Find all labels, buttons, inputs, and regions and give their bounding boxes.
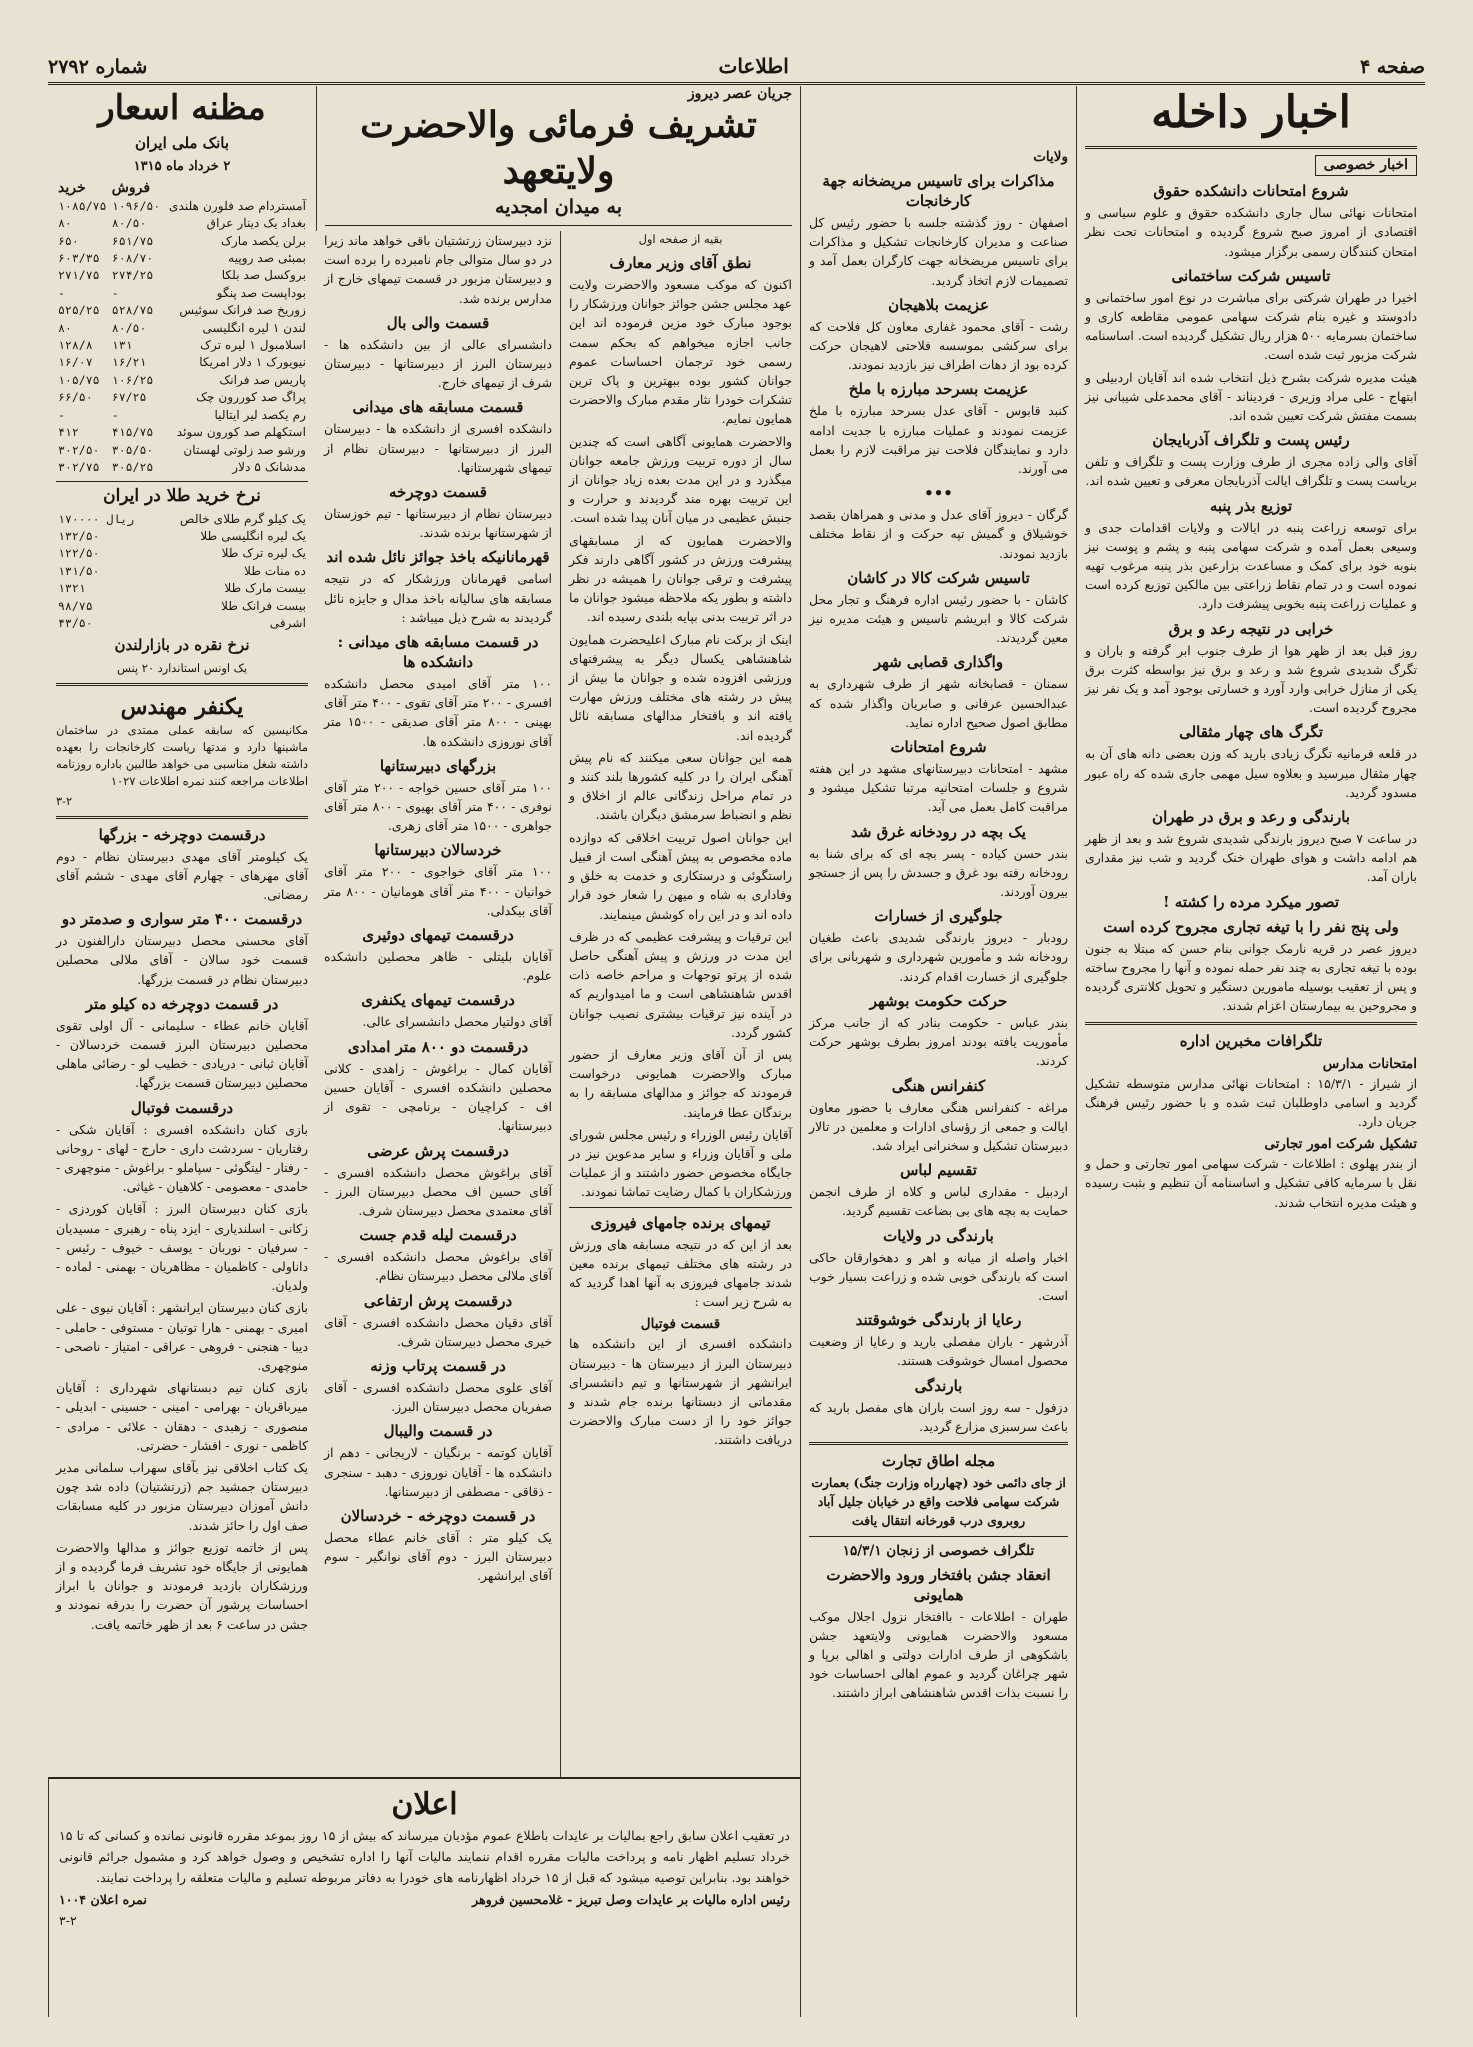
gold-price-table [56,511,308,633]
divider [809,1536,1068,1537]
item-body: آقای محسنی محصل دبیرستان دارالفنون در قسمت خود سالان - آقای ملالی محصلین دبیرستان نظام در قسمت بزرگها. [56,933,308,987]
item-body: از بندر پهلوی : اطلاعات - شرکت سهامی امور تجارتی و حمل و نقل با سرمایه کافی تشکیل و اساسنامه آن تنظیم و بثبت رسیده و هیئت مدیره انتخاب شدند. [1085,1156,1417,1210]
provinces-column [800,86,1076,2017]
item-heading: ••• [924,484,953,503]
item-heading: بزرگهای دبیرستانها [379,756,497,775]
results-list [324,313,552,1586]
silver-line: یک اونس استاندارد ۲۰ پنس [116,660,248,675]
bank-name: بانک ملی ایران [134,134,230,152]
item-body: کنبد قابوس - آقای عدل بسرحد مبارزه با ملخ عزیمت نمودند و عملیات مبارزه با جدیت ادامه دارد و نمایندگان فلاحت نیز مراقبت لازم را بعمل می آورند. [809,403,1068,477]
buy-price: ۶۶/۵۰ [58,390,93,405]
notice-signature: رئیس اداره مالیات بر عایدات وصل تبریز - غلامحسین فروهر [472,1892,790,1907]
item-heading: درقسمت لیله قدم جست [359,1226,517,1245]
commerce-body: از جای دائمی خود (چهارراه وزارت جنگ) بعمارت شرکت سهامی فلاحت واقع در خیابان جلیل آباد روبروی درب قورخانه انتقال یافت [811,1474,1066,1529]
notice-code: نمره اعلان ۱۰۰۴ [59,1892,147,1907]
buy-price: ۳۰۲/۷۵ [58,459,100,474]
provinces-label: ولایات [1033,149,1068,165]
sell-price: ۸۰/۵۰ [111,320,147,335]
item-body: بازی کنان دانشکده افسری : آقایان شکی - رفتاریان - سردشت داری - حارج - لهای - روحانی - رفتار - لیتگوئی - سپاملو - براغوش - منوچهری - حامدی - معصومی - کلاهیان - غیاثی. [56,1121,308,1195]
item-heading: شروع امتحانات [890,738,987,757]
item-heading: بارندگی [914,1376,963,1395]
item-body: بندر حسن کیاده - پسر بچه ای که برای شنا به رودخانه رفته بود غرق و جسدش را پس از جستجو بیرون آوردند. [809,845,1068,900]
item-body: اخیرا در طهران شرکتی برای مباشرت در نوع امور ساختمانی و دادوستد و غیره بنام شرکت سهامی عمومی مقاطعه کاری و ساختمان بسرمایه ۵۰۰ هزار ریال تشکیل گردیده است. اساسنامه شرکت مزبور ثبت شده است. [1085,289,1417,363]
item-heading: درقسمت تیمهای یکنفری [361,991,515,1010]
item-body: آقای دقیان محصل دانشکده افسری - آقای خیری محصل دبیرستان شرف. [324,1314,552,1349]
item-body: رودبار - دیروز بارندگی شدیدی باعث طغیان رودخانه شد و مأمورین شهرداری و شهربانی برای جلوگیری از خسارت اقدام کردند. [809,930,1068,984]
item-heading: تاسیس شرکت کالا در کاشان [847,568,1030,587]
item-heading: حرکت حکومت بوشهر [869,991,1008,1010]
item-body: آقایان بلیتلی - ظاهر محصلین دانشکده علوم. [324,949,552,984]
item-body: بندر عباس - حکومت بنادر که از جانب مرکز مأموریت یافته بودند امروز بطرف بوشهر حرکت کردند. [809,1014,1068,1069]
table-row [56,354,308,371]
columns [48,86,1425,2017]
item-heading: عزیمت بلاهیجان [888,295,989,314]
sell-price: ۵۲۸/۷۵ [111,303,154,318]
item-body: اخبار واصله از میانه و اهر و دهخوارقان حاکی است که بارندگی خوبی شده و زراعت بسیار خوب است. [809,1249,1068,1303]
item-body: یک کیلو متر : آقای خانم عطاء محصل دبیرستان البرز - دوم آقای نوانگیر - سوم آقای ایرانشهر. [324,1529,552,1584]
ad-body: مکانیسین که سابقه عملی ممتدی در ساختمان ماشینها دارد و مدتها ریاست کارخانجات را بعهده داشته شغل مناسبی می خواهد طالبین باداره روزنامه اطلاعات مراجعه کنند نمره اطلاعات ۱۰۲۷ [56,722,308,788]
football-body: دانشکده افسری از این دانشکده ها دبیرستان البرز از دبیرستان ها - دبیرستان ایرانشهر از شهرستانها و تیم دانشسرای مقدماتی از دبستانها برنده جام شدند و جوائز خود را از دست مبارک والاحضرت دریافت داشتند. [569,1336,792,1448]
item-heading: خردسالان دبیرستانها [374,841,502,860]
item-body: آقای والی زاده مجری از طرف وزارت پست و تلگراف و تلفن بریاست پست و تلگراف ایالت آذربایجان معرفی و تعیین شده اند. [1085,454,1417,489]
silver-title: نرخ نقره در بازارلندن [114,636,250,655]
story-subhead: به میدان امجدیه [495,196,622,218]
table-row [56,302,308,319]
item-body: در قلعه فرمانیه تگرگ زیادی بارید که وزن بعضی دانه های آن به چهار مثقال میرسید و بعلاوه سیل مهمی جاری شده که راه عبور مسدود گردید. [1085,746,1417,800]
table-row [56,337,308,354]
divider [325,225,792,226]
more-results-list [56,825,308,1634]
item-heading: توزیع بذر پنبه [1209,496,1293,515]
currency-name: لندن ۱ لیره انگلیسی [202,320,306,335]
sell-price: ۶۷/۲۵ [111,390,147,405]
story-paragraph: پس از آن آقای وزیر معارف از حضور مبارک والاحضرت همایونی درخواست فرمودند که جوائز و مدالهای مسابقه را به برندگان عطا فرمایند. [569,1046,792,1120]
buy-price: - [58,407,65,422]
main-story-area [316,86,800,2017]
item-heading: در قسمت دوچرخه ده کیلو متر [85,994,279,1013]
issue-number: شماره ۲۷۹۲ [48,56,148,78]
item-heading: درقسمت پرش ارتفاعی [363,1291,513,1310]
ad-code: ۳-۲ [56,793,73,808]
gold-item-price: ۱۳۱/۵۰ [58,563,100,578]
story-paragraph: اینک از برکت نام مبارک اعلیحضرت همایون شاهنشاهی یکسال دیگر به پیشرفتهای ورزشی افزوده شده و جوانان ما بیش از پیش در رشته های مختلف ورزش مهارت یافته اند و بافتخار مدالهای مسابقه نائل گردیده اند. [569,631,792,743]
item-body: ۱۰۰ متر آقای امیدی محصل دانشکده افسری - ۲۰۰ متر آقای تقوی - ۴۰۰ متر آقای بهینی - ۸۰۰ متر آقای صدیقی - ۱۵۰۰ متر آقای نوروزی دانشکده ها. [324,676,553,749]
zanjan-headline: انعقاد جشن بافتخار ورود والاحضرت همایونی [826,1565,1051,1604]
table-row [56,545,308,562]
province-news-list [809,171,1068,1436]
item-body: مراغه - کنفرانس هنگی معارف با حضور معاون ایالت و جمعی از رؤسای ادارات و معلمین در تالار دبیرستان تشکیل و سخنرانی ایراد شد. [809,1099,1068,1153]
table-row [56,320,308,337]
currency-name: پاریس صد فرانک [219,372,306,387]
currency-name: اسلامبول ۱ لیره ترک [200,338,306,353]
story-paragraph: آقایان رئیس الوزراء و رئیس مجلس شورای ملی و آقایان وزراء و سایر مدعوین نیز در جایگاه مخصوص حضور داشتند و از عملیات ورزشکاران با کمال رضایت تماشا نمودند. [569,1126,792,1200]
commerce-heading: مجله اطاق تجارت [881,1451,996,1470]
gold-title: نرخ خرید طلا در ایران [103,486,261,507]
paper-name: اطلاعات [718,54,789,78]
table-row [56,459,308,476]
results-intro: نزد دبیرستان زرتشتیان باقی خواهد ماند زیرا در دو سال متوالی جام نامبرده را برده است و دبیرستان مزبور در قسمت تیمهای خارج از مدارس برنده شد. [324,233,552,306]
item-heading: تاسیس شرکت ساختمانی [1171,266,1331,285]
divider [809,1442,1068,1445]
prices-title: مظنه اسعار [98,88,266,128]
item-heading: تشکیل شرکت امور تجارتی [1264,1136,1417,1153]
item-body: دیروز عصر در قریه نارمک جوانی بنام حسن که مبتلا به جنون بوده با تیغه تجاری به چند نفر حمله نموده و آنها را مجروح ساخته و پس از تعقیب بوسیله مامورین دستگیر و تحویل کلانتری گردیده و مجروحین به بیمارستان اعزام شدند. [1085,940,1417,1014]
item-heading: درقسمت دو ۸۰۰ متر امدادی [347,1037,529,1056]
sell-price: ۳۰۵/۵۰ [111,442,154,457]
currency-name: بغداد یک دینار عراق [206,216,306,231]
item-body: یک کیلومتر آقای مهدی دبیرستان نظام - دوم آقای مهرهای - چهارم آقای مهدی - ششم آقای رمضانی. [56,848,308,902]
item-heading: مذاکرات برای تاسیس مریضخانه جهة کارخانجات [822,172,1055,210]
gold-item-name: ده منات طلا [244,563,306,578]
prices-column [48,86,316,2017]
gold-item-name: اشرفی [269,615,306,630]
item-body: دانشسرای عالی از بین دانشکده ها - دبیرستان البرز از دبیرستانها - دبیرستان شرف از تیمهای خارج. [324,336,552,391]
item-body: هیئت مدیره شرکت بشرح ذیل انتخاب شده اند آقایان اردبیلی و ابتهاج - علی مراد وزیری - فردیناند - آقای محمدعلی شیبانی نیز بسمت مفتش شرکت تعیین شده اند. [1085,369,1417,424]
currency-name: رم یکصد لیر ایتالیا [214,407,306,422]
sell-price: ۱۳۱ [111,338,133,353]
sell-price: ۳۰۵/۲۵ [111,459,154,474]
table-row [56,424,308,441]
item-heading: رعایا از بارندگی خوشوقتند [855,1311,1022,1330]
table-row [56,267,308,284]
special-news-label: اخبار خصوصی [1315,155,1417,176]
currency-name: مدشانک ۵ دلار [232,459,306,474]
item-body: امتحانات نهائی سال جاری دانشکده حقوق و علوم سیاسی و اقتصادی از امروز صبح شروع گردیده و امتحانات تحت نظر امتحان کنندگان رسمی برگزار میشود. [1085,205,1417,259]
item-body: روز قبل بعد از ظهر هوا از طرف جنوب ابر گرفته و باران و تگرگ شدیدی شروع شد و رعد و برق نیز بواسطه کثرت برق یکی از منازل خرابی وارد آورد و خسارتی بوجود آمد و یک نفر نیز مجروح گردیده است. [1085,642,1417,716]
column-header-buy: خرید [58,180,86,197]
item-body: دزفول - سه روز است باران های مفصل بارید که باعث سرسبزی مزارع گردید. [809,1399,1068,1434]
buy-price: ۸۰ [58,216,72,231]
notice-title: اعلان [391,1787,458,1822]
gold-item-price: ۱۷۰۰۰۰ ریال [58,511,135,526]
gold-item-price: ۱۳۲/۵۰ [58,528,100,543]
item-body: آقای دولتیار محصل دانشسرای عالی. [362,1014,552,1030]
table-row [56,250,308,267]
item-heading: تقسیم لباس [900,1161,977,1180]
divider [56,816,308,819]
football-heading: قسمت فوتبال [640,1316,721,1333]
item-heading: شروع امتحانات دانشکده حقوق [1153,182,1349,201]
item-heading: در قسمت دوچرخه - خردسالان [340,1506,536,1525]
gold-item-name: بیست فرانک طلا [221,598,306,613]
buy-price: ۶۰۳/۳۵ [58,251,100,266]
story-paragraph: والاحضرت همایون که از مسابقهای پیشرفت ورزش در کشور آگاهی دارند فکر پیشرفت و ترقی جوانان را همیشه در نظر داشته و بطور یکه ملاحظه میشود جوانان ما در اثر تربیت بدنی بپایه بلندی رسیده اند. [569,532,792,625]
continued-note: بقیه از صفحه اول [638,232,723,246]
item-body: اصفهان - روز گذشته جلسه با حضور رئیس کل صناعت و مدیران کارخانجات تشکیل و مذاکرات برای تاسیس مریضخانه جهت کارگران بعمل آمد و تصمیمات لازم اتخاذ گردید. [809,215,1068,288]
buy-price: ۲۷۱/۷۵ [58,268,100,283]
table-row [56,233,308,250]
main-story-header [316,86,800,231]
item-heading: عزیمت بسرحد مبارزه با ملخ [848,380,1029,399]
buy-price: ۶۵۰ [58,233,79,248]
sell-price: ۶۰۸/۷۰ [111,251,154,266]
item-body: دبیرستان نظام از دبیرستانها - تیم خوزستان از شهرستانها برنده شدند. [324,506,552,541]
table-row [56,407,308,424]
item-heading: قسمت دوچرخه [389,483,487,502]
main-story-column [560,231,800,2017]
item-body: آقایان خانم عطاء - سلیمانی - آل اولی تقوی محصلین دبیرستان البرز قسمت خردسالان - آقایان ثبانی - دریادی - خطیب لو - رضائی ماهلی محصلین دبیرستان قسمت بزرگها. [56,1017,308,1091]
table-row [56,198,308,215]
prices-date: ۲ خرداد ماه ۱۳۱۵ [133,159,231,175]
sell-price: ۶۵۱/۷۵ [111,233,154,248]
item-heading: بارندگی و رعد و برق در طهران [1152,808,1350,827]
gold-item-price: ۹۸/۷۵ [58,598,93,613]
zanjan-telegram-label: تلگراف خصوصی از زنجان ۱۵/۳/۱ [842,1542,1035,1559]
item-heading: درقسمت فوتبال [130,1098,234,1117]
buy-price: ۱۰۸۵/۷۵ [58,198,107,213]
item-body: دانشکده افسری از دانشکده ها - دبیرستان البرز از دبیرستانها - دبیرستان نظام از تیمهای شهرستانها. [324,421,552,475]
gold-item-price: ۱۳۲۱ [58,581,86,596]
currency-name: زوریخ صد فرانک سوئیس [179,303,306,318]
item-body: آذرشهر - باران مفصلی بارید و رعایا از وضعیت محصول امسال خوشوقت هستند. [809,1334,1068,1369]
item-body: اردبیل - مقداری لباس و کلاه از طرف انجمن حمایت به بچه های بی بضاعت تقسیم گردید. [809,1184,1068,1219]
item-body: برای توسعه زراعت پنبه در ایالات و ولایات اقدامات جدی و وسیعی بعمل آمده و شرکت سهامی پنبه و پشم و پوست نیز بنوبه خود برای کمک و مساعدت بزارعین بذر پنبه مرغوب تهیه نموده است و در تمام نقاط زراعتی بین مالکین توزیع کرده است و عملیات زراعت پنبه بخوبی پیشرفت دارد. [1085,519,1417,612]
zanjan-body: طهران - اطلاعات - باافتخار نزول اجلال موکب مسعود والاحضرت همایونی ولایتعهد جشن باشکوهی از طرف ادارات دولتی و اهالی برپا و شهر چراغان گردید و عموم اهالی احساسات خود را نسبت بذات اقدس شاهنشاهی ابراز داشتند. [809,1608,1068,1701]
table-row [56,511,308,528]
currency-name: بمبئی صد روپیه [228,251,306,266]
story-paragraph: همه این جوانان سعی میکنند که نام پیش آهنگی ایران را در کلیه کشورها بلند کنند و در تمام مراحل زندگانی عالم از اخلاق و نظم و انضباط سرمشق دیگران باشند. [569,749,792,823]
item-heading: واگذاری قصابی شهر [873,653,1004,672]
item-body: مشهد - امتحانات دبیرستانهای مشهد در این هفته شروع و جلسات امتحانیه مرتبا تشکیل میشود و مراقبت کامل بعمل می آید. [809,761,1068,815]
item-heading: درقسمت پرش عرضی [367,1141,509,1160]
gold-item-name: یک لیره ترک طلا [221,546,306,561]
table-row [56,215,308,232]
currency-name: بوداپست صد پنگو [216,285,306,300]
domestic-news-column [1076,86,1425,2017]
table-row [56,598,308,615]
item-heading: درقسمت تیمهای دوئیری [362,926,514,945]
sell-price: ۱۰۶/۲۵ [111,372,154,387]
item-body: آقای براغوش محصل دانشکده افسری - آقای حسین اف محصل دبیرستان البرز - آقای معتمدی محصل دبیرستان شرف. [324,1164,552,1218]
item-heading: در قسمت مسابقه های میدانی : دانشکده ها [337,633,539,672]
buy-price: ۱۲۸/۸ [58,338,93,353]
item-heading: یک بچه در رودخانه غرق شد [851,822,1026,841]
sell-price: ۴۱۵/۷۵ [111,425,154,440]
story-kicker: جریان عصر دیروز [687,86,792,102]
table-row [56,580,308,597]
item-body: بازی کنان دبیرستان ایرانشهر : آقایان نیوی - علی امیری - بهمنی - هارا توتیان - مستوفی - حاملی - دیبا - هنجنی - فروهی - عراقی - امتیاز - ناصحی - منوچهری. [56,1300,308,1374]
item-heading: کنفرانس هنگی [891,1076,986,1095]
item-body: ۱۰۰ متر آقای حسین خواجه - ۲۰۰ متر آقای نوفری - ۴۰۰ متر آقای بهیوی - ۸۰۰ متر آقای جواهری - ۱۵۰۰ متر آقای زهری. [324,779,552,834]
item-heading: قسمت مسابقه های میدانی [352,398,524,417]
item-body: از شیراز - ۱۵/۳/۱ : امتحانات نهائی مدارس متوسطه تشکیل گردید و اسامی داوطلبان ثبت شده و با حضور رئیس فرهنگ جریان دارد. [1085,1075,1418,1129]
divider [56,481,308,482]
item-heading: رئیس پست و تلگراف آذربایجان [1152,431,1350,450]
item-heading: امتحانات مدارس [1322,1055,1417,1072]
table-row [56,372,308,389]
telegram-list [1085,1055,1417,1212]
divider [1085,1022,1417,1025]
column-header-name [164,180,308,197]
buy-price: ۱۰۵/۷۵ [58,372,100,387]
item-body: آقایان کمال - براغوش - زاهدی - کلانی محصلین دانشکده افسری - آقایان حسین اف - کراچیان - برنامچی - تقوی از دبیرستانها. [324,1060,552,1134]
item-heading: قسمت والی بال [386,313,490,332]
buy-price: - [58,285,65,300]
speech-heading: نطق آقای وزیر معارف [609,254,752,272]
story-paragraph: والاحضرت همایونی آگاهی است که چندین سال از دوره تربیت ورزش جامعه جوانان میگذرد و در این مدت بعده زیاد جوانان از این تربیت بهره مند گردیدند و حرارت و جنبش عظیمی در میان آنان پیدا شده است. [569,433,792,526]
sell-price: ۱۰۹۶/۵۰ [111,198,161,213]
item-heading: جلوگیری از خسارات [874,907,1003,926]
divider [569,1207,792,1208]
buy-price: ۸۰ [58,320,72,335]
divider [56,683,308,686]
item-body: اسامی قهرمانان ورزشکار که در نتیجه مسابقه های سالیانه باخذ مدال و جایزه نائل گردیدند به شرح ذیل میباشد : [324,571,552,625]
item-heading: خرابی در نتیجه رعد و برق [1168,619,1334,638]
item-body: یک کتاب اخلاقی نیز بآقای سهراب سلمانی مدیر دبیرستان جمشید جم (زرتشتیان) داده شد چون دانش آموزان دبیرستان مزبور در کلیه مسابقات صف اول را حائز شدند. [56,1460,308,1533]
winners-body: بعد از این که در نتیجه مسابقه های ورزش در رشته های مختلف تیمهای برنده معین شدند جامهای فیروزی به آنها اهدا گردید که به شرح زیر است : [569,1236,792,1310]
item-heading: تگرگ های چهار مثقالی [1179,723,1323,742]
story-paragraph: اکنون که موکب مسعود والاحضرت ولایت عهد مجلس جشن جوائز جوانان ورزشکار را بوجود مبارک خود مزین فرموده اند این جانب اجازه میخواهم که بحکم سمت رسمی خود ترجمان احساسات عموم جوانان کشور بوده ببهترین و پاک ترین تشکرات خودرا نثار مقدم مبارک والاحضرت همایون نمایم. [569,277,792,427]
notice-body: در تعقیب اعلان سابق راجع بمالیات بر عایدات باطلاع عموم مؤدیان میرساند که بیش از ۱۵ روز بموعد مقرره قانونی نمانده و کسانی که تا ۱۵ خرداد تسلیم اظهار نامه و پرداخت مالیات مقرره اقدام ننمایند مالیات آنها را اداره تشخیص و وصول خواهد کرد و مشمول جرائم قانونی خواهند بود. بنابراین توصیه میشود که قبل از ۱۵ خرداد اظهارنامه های خودرا به دفاتر مربوطه تسلیم و مالیات متعلقه را پرداخت نمایند. [59,1828,790,1885]
item-body: بازی کنان تیم دبستانهای شهرداری : آقایان میرباقریان - بهرامی - امینی - حسینی - ابدیلی - منصوری - زهبدی - دهقان - علائی - مرادی - کاظمی - نوری - افشار - حضرتی. [56,1380,308,1453]
sell-price: ۸۰/۵۰ [111,216,147,231]
ad-title: یکنفر مهندس [120,693,244,720]
domestic-news-title: اخبار داخله [1151,87,1351,138]
divider [1085,146,1417,149]
item-body: آقای علوی محصل دانشکده افسری - آقای صفریان محصل دبیرستان البرز. [324,1379,552,1415]
item-body: بازی کنان دبیرستان البرز : آقایان کوردزی - زکانی - اسلندیاری - ایزد پناه - رهبری - مسیدیان - سرفیان - نوربان - یوسف - خیوف - رئیس - داناولی - کاظمیان - مظاهریان - بهمنی - لماده - ولدیان. [56,1201,308,1294]
gold-item-name: یک کیلو گرم طلای خالص [179,511,306,526]
gold-item-price: ۴۳/۵۰ [58,615,93,630]
item-body: در ساعت ۷ صبح دیروز بارندگی شدیدی شروع شد و بعد از ظهر هم ادامه داشت و هوای طهران خنک گردید و شب نیز مقداری باران آمد. [1085,831,1417,885]
currency-name: آمستردام صد فلورن هلندی [169,198,306,213]
item-heading: ولی پنج نفر را با تیغه تجاری مجروح کرده است [1103,917,1399,936]
table-row [56,615,308,632]
item-heading: در قسمت پرتاب وزنه [370,1356,506,1375]
item-body: آقای براغوش محصل دانشکده افسری - آقای ملالی محصل دبیرستان نظام. [324,1249,552,1284]
item-body: آقایان کوتمه - برنگیان - لاریجانی - دهم از دانشکده ها - آقایان نوروزی - دهبد - سنجری - ذقاقی - مصطفی از دبیرستانها. [324,1445,552,1499]
buy-price: ۱۶/۰۷ [58,355,93,370]
table-row [56,563,308,580]
sell-price: - [111,407,119,422]
buy-price: ۴۱۲ [58,425,79,440]
sell-price: - [111,285,119,300]
currency-name: پراگ صد کوررون چک [196,390,306,405]
results-column [316,231,560,2017]
story-headline: تشریف فرمائی والاحضرت ولایتعهد [360,104,757,192]
item-body: ۱۰۰ متر آقای خواجوی - ۲۰۰ متر آقای خوانیان - ۴۰۰ متر آقای هومانیان - ۸۰۰ متر آقای بیکدلی. [324,864,553,918]
item-heading: تصور میکرد مرده را کشته ! [1162,892,1340,911]
sell-price: ۲۷۴/۲۵ [111,268,154,283]
sell-price: ۱۶/۲۱ [111,355,147,370]
item-heading: درقسمت دوچرخه - بزرگها [98,825,266,844]
item-body: پس از خاتمه توزیع جوائز و مدالها والاحضرت همایونی از جایگاه خود تشریف فرما گردیده و از ورزشکاران بازدید فرمودند و جوانان با ابراز احساسات پرشور آن حضرت را بدرقه نمودند و جشن در ساعت ۶ بعد از ظهر خاتمه یافت. [56,1539,308,1632]
item-heading: بارندگی در ولایات [883,1226,994,1245]
currency-name: ورشو صد زلوتی لهستان [183,442,306,457]
currency-name: استکهلم صد کورون سوئد [176,425,306,440]
story-paragraph: این ترقیات و پیشرفت عظیمی که در ظرف این مدت در ورزش و پیش آهنگی حاصل شده از پرتو توجهات و مراحم خاصه ذات اقدس شاهنشاهی است و ما امیدواریم که در آینده نیز ترقیات بیشتری نصیب جوانان کشور گردد. [569,928,792,1040]
item-body: کاشان - با حضور رئیس اداره فرهنگ و تجار محل شرکت کالا و ابریشم تاسیس و هیئت مدیره نیز معین گردیدند. [809,591,1068,646]
telegrams-heading: تلگرافات مخبرین اداره [1179,1031,1323,1050]
gold-item-price: ۱۲۲/۵۰ [58,546,100,561]
domestic-news-list [1085,181,1417,1015]
item-body: رشت - آقای محمود غفاری معاون کل فلاحت که برای سرکشی بموسسه فلاحتی لاهیجان حرکت کرده بود از دهات اطراف نیز بازدید نمودند. [809,318,1068,373]
gold-item-name: بیست مارک طلا [224,581,306,596]
table-row [56,285,308,302]
item-body: سمنان - قصابخانه شهر از طرف شهرداری به عبدالحسین عرفانی و صابریان واگذار شده که مطابق اصول صحیح اداره نماید. [809,676,1068,730]
page-number: صفحه ۴ [1359,56,1425,78]
winners-heading: تیمهای برنده جامهای فیروزی [590,1213,771,1232]
notice-box [48,1777,800,2017]
story-paragraphs [569,275,792,1202]
buy-price: ۵۲۵/۲۵ [58,303,100,318]
masthead [48,48,1425,85]
column-header-sell: فروش [111,180,151,197]
table-row [56,528,308,545]
item-heading: در قسمت والیبال [383,1422,493,1441]
item-body: گرگان - دیروز آقای عدل و مدنی و همراهان بقصد خوشیلاق و گمیش تپه حرکت و از نقاط مختلف بازدید نمودند. [809,507,1068,561]
exchange-rate-table [56,180,308,476]
notice-pages: ۳-۲ [59,1913,77,1928]
currency-name: برلن یکصد مارک [221,233,306,248]
item-heading: قهرمانانیکه باخذ جوائز نائل شده اند [326,548,550,567]
currency-name: بروکسل صد بلکا [221,268,306,283]
currency-name: نیویورک ۱ دلار امریکا [199,355,306,370]
table-row [56,442,308,459]
table-row [56,389,308,406]
buy-price: ۳۰۲/۵۰ [58,442,100,457]
story-paragraph: این جوانان اصول تربیت اخلاقی که دوازده ماده مخصوص به پیش آهنگی است از قبیل راستگوئی و درستکاری و خدمت به خلق و وفاداری به شاه و میهن را شعار خود قرار داده اند و در این راه کوشش مینمایند. [569,829,792,922]
item-heading: درقسمت ۴۰۰ متر سواری و صدمتر دو [61,910,303,929]
gold-item-name: یک لیره انگلیسی طلا [200,528,306,543]
